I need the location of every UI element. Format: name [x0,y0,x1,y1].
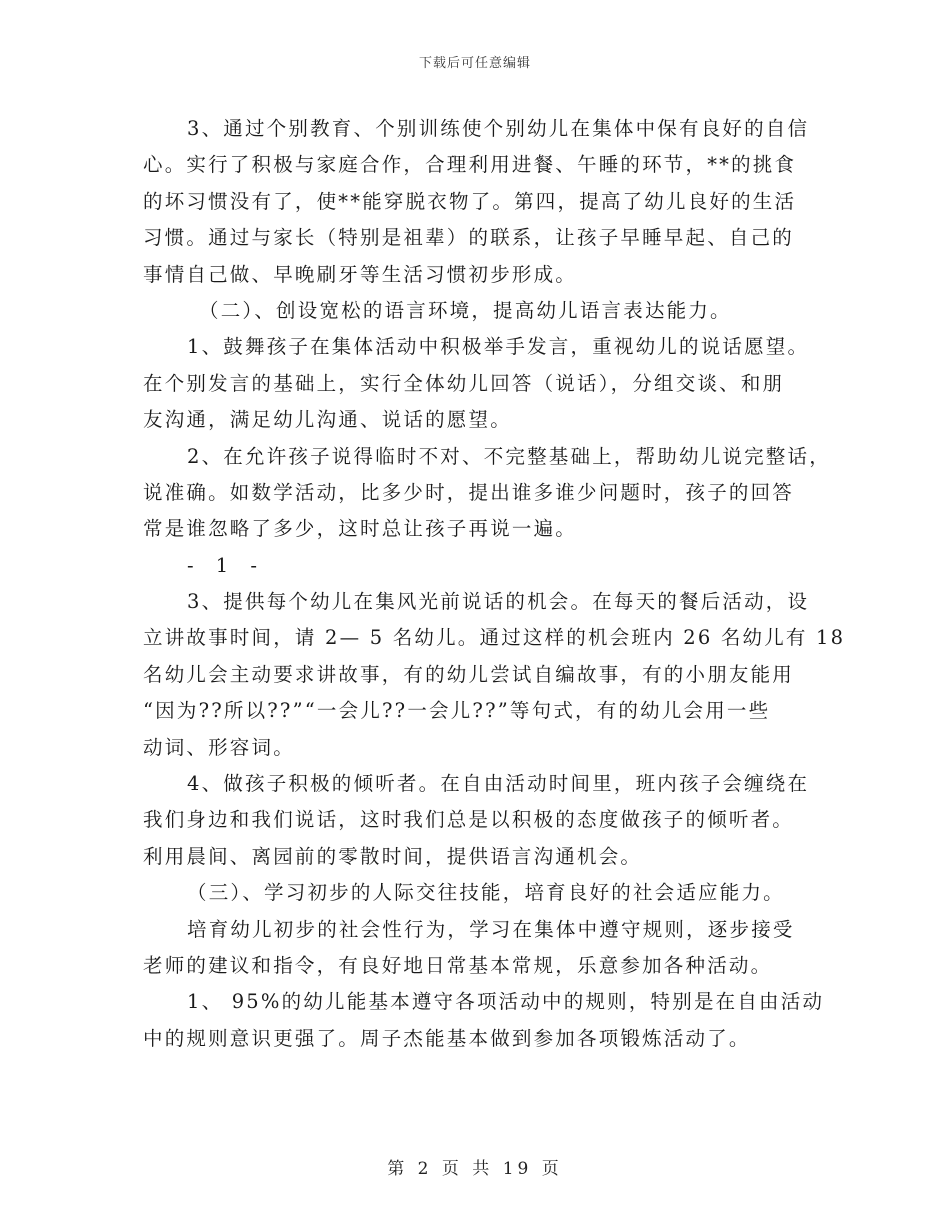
page-footer: 第 2 页 共 19 页 [387,1159,563,1179]
paragraph-line: 3、提供每个幼儿在集风光前说话的机会。在每天的餐后活动，设 [187,590,810,614]
inline-page-number: - 1 - [187,553,265,577]
body-text [143,111,846,1057]
paragraph-line: 事情自己做、早晚刷牙等生活习惯初步形成。 [143,262,578,286]
paragraph-line: 利用晨间、离园前的零散时间，提供语言沟通机会。 [143,844,643,868]
paragraph-line: 4、做孩子积极的倾听者。在自由活动时间里，班内孩子会缠绕在 [187,772,810,796]
page-header: 下载后可任意编辑 [418,56,531,71]
paragraph-line: 培育幼儿初步的社会性行为，学习在集体中遵守规则，逐步接受 [187,917,795,941]
paragraph-line: 心。实行了积极与家庭合作，合理利用进餐、午睡的环节，**的挑食 [143,153,797,177]
paragraph-line: 3、通过个别教育、个别训练使个别幼儿在集体中保有良好的自信 [187,117,810,140]
section-heading: （二）、创设宽松的语言环境，提高幼儿语言表达能力。 [199,298,732,322]
paragraph-line: 2、在允许孩子说得临时不对、不完整基础上，帮助幼儿说完整话， [187,444,831,468]
paragraph-line: 老师的建议和指令，有良好地日常基本常规，乐意参加各种活动。 [143,953,773,977]
paragraph-line: 常是谁忽略了多少，这时总让孩子再说一遍。 [143,517,578,541]
paragraph-line: 中的规则意识更强了。周子杰能基本做到参加各项锻炼活动了。 [143,1026,751,1050]
paragraph-line: 1、 95%的幼儿能基本遵守各项活动中的规则，特别是在自由活动 [187,990,825,1014]
section-heading: （三）、学习初步的人际交往技能，培育良好的社会适应能力。 [187,881,785,905]
paragraph-line: 立讲故事时间，请 2— 5 名幼儿。通过这样的机会班内 26 名幼儿有 18 [143,626,846,650]
paragraph-line: “因为??所以??”“一会儿??一会儿??”等句式，有的幼儿会用一些 [143,699,771,723]
paragraph-line: 在个别发言的基础上，实行全体幼儿回答（说话），分组交谈、和朋 [143,371,785,395]
paragraph-line: 1、鼓舞孩子在集体活动中积极举手发言，重视幼儿的说话愿望。 [187,335,810,359]
paragraph-line: 友沟通，满足幼儿沟通、说话的愿望。 [143,408,512,432]
paragraph-line: 动词、形容词。 [143,735,295,759]
paragraph-line: 我们身边和我们说话，这时我们总是以积极的态度做孩子的倾听者。 [143,808,795,832]
paragraph-line: 的坏习惯没有了，使**能穿脱衣物了。第四，提高了幼儿良好的生活 [143,189,797,213]
paragraph-line: 习惯。通过与家长（特别是祖辈）的联系，让孩子早睡早起、自己的 [143,226,795,250]
paragraph-line: 名幼儿会主动要求讲故事，有的幼儿尝试自编故事，有的小朋友能用 [143,662,795,686]
paragraph-line: 说准确。如数学活动，比多少时，提出谁多谁少问题时，孩子的回答 [143,480,795,504]
